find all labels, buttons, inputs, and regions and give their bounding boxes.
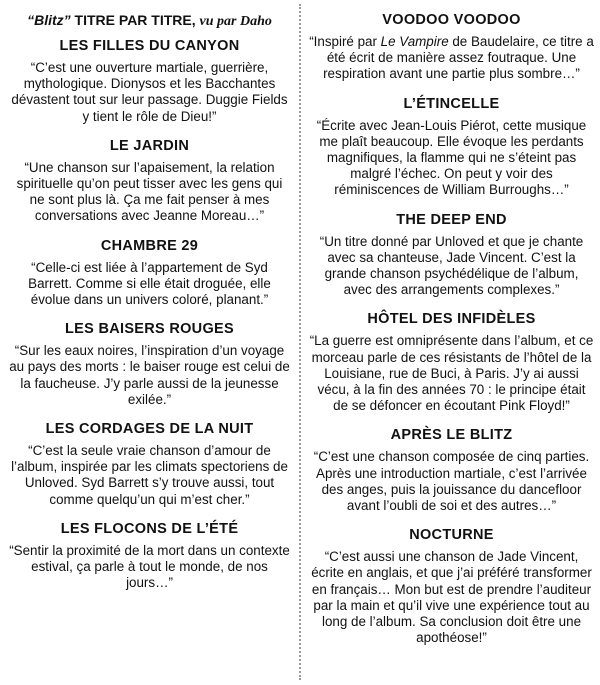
- song-title-les-filles-du-canyon: LES FILLES DU CANYON: [59, 38, 240, 54]
- song-quote-hotel-des-infideles: “La guerre est omniprésente dans l’album, et ce morceau parle de ces résistants de l’hôtel de la Louisiane, rue de Buci, à Paris. J’y ai aussi vécu, à la fin des années 70 : le principe était de se défoncer en écoutant Pink Floyd!”: [309, 333, 594, 414]
- song-quote-les-baisers-rouges: “Sur les eaux noires, l’inspiration d’un voyage au pays des morts : le baiser rouge est celui de la faucheuse. J’y parle aussi de la jeunesse exilée.”: [9, 343, 290, 407]
- song-quote-chambre-29: “Celle-ci est liée à l’appartement de Syd Barrett. Comme si elle était droguée, elle évolue dans un univers coloré, planant.”: [28, 259, 271, 308]
- right-column: [301, 0, 600, 685]
- song-title-nocturne: NOCTURNE: [409, 527, 494, 544]
- song-quote-les-flocons-de-l-ete: “Sentir la proximité de la mort dans un contexte estival, ça parle à tout le monde, de nos jours…”: [9, 542, 290, 591]
- header-title: TITRE PAR TITRE,: [70, 12, 200, 28]
- quote-text-end: de Baudelaire, ce titre a été écrit de manière assez foutraque. Une respiration avant une partie plus sombre…”: [323, 34, 594, 82]
- song-title-l-etincelle: L’ÉTINCELLE: [403, 95, 500, 112]
- song-title-le-jardin: LE JARDIN: [109, 137, 190, 154]
- song-title-hotel-des-infideles: HÔTEL DES INFIDÈLES: [367, 311, 536, 328]
- song-title-chambre-29: CHAMBRE 29: [100, 237, 199, 254]
- song-title-apres-le-blitz: APRÈS LE BLITZ: [390, 427, 513, 444]
- song-quote-les-cordages-de-la-nuit: “C’est la seule vraie chanson d’amour de l’album, inspirée par les climats spectoriens de Unloved. Syd Barrett s’y trouve aussi, tout comme quelqu’un qui m’est cher.”: [11, 443, 288, 507]
- song-title-voodoo-voodoo: VOODOO VOODOO: [382, 12, 521, 28]
- quote-italic-work: Le Vampire: [380, 34, 449, 49]
- song-title-les-flocons-de-l-ete: LES FLOCONS DE L’ÉTÉ: [60, 520, 239, 537]
- song-title-les-baisers-rouges: LES BAISERS ROUGES: [65, 321, 234, 338]
- song-quote-nocturne: “C’est aussi une chanson de Jade Vincent, écrite en anglais, et que j’ai préféré transformer en français… Mon but est de prendre l’auditeur par la main et qu’il vive une expérience tout au long de l’album. Sa conclusion doit être une apothéose!”: [311, 549, 592, 646]
- song-quote-l-etincelle: “Écrite avec Jean-Louis Piérot, cette musique me plaît beaucoup. Elle évoque les perdants magnifiques, la flamme qui ne s’éteint pas malgré l’échec. On peut y voir des réminiscences de William Burroughs…”: [316, 117, 587, 198]
- song-quote-the-deep-end: “Un titre donné par Unloved et que je chante avec sa chanteuse, Jade Vincent. C’est la grande chanson psychédélique de l’album, avec des arrangements complexes.”: [319, 233, 584, 298]
- song-quote-voodoo-voodoo: [309, 34, 594, 83]
- song-quote-le-jardin: “Une chanson sur l’apaisement, la relation spirituelle qu’on peut tisser avec les gens qui ne sont plus là. Ça me fait penser à mes conversations avec Jeanne Moreau…”: [16, 159, 283, 224]
- left-column: [0, 0, 299, 685]
- header-blitz: “Blitz”: [27, 12, 71, 28]
- article-header: [27, 12, 272, 30]
- song-quote-apres-le-blitz: “C’est une chanson composée de cinq parties. Après une introduction martiale, c’est l’arrivée des anges, puis la jouissance du dancefloor avant l’oubli de soi et des autres…”: [313, 449, 590, 514]
- song-title-the-deep-end: THE DEEP END: [396, 211, 507, 228]
- header-byline: vu par Daho: [199, 14, 272, 29]
- song-quote-les-filles-du-canyon: “C’est une ouverture martiale, guerrière, mythologique. Dionysos et les Bacchantes dévastent tout sur leur passage. Duggie Fields y tient le rôle de Dieu!”: [11, 60, 288, 124]
- quote-text-start: “Inspiré par: [309, 34, 381, 49]
- song-title-les-cordages-de-la-nuit: LES CORDAGES DE LA NUIT: [45, 421, 254, 438]
